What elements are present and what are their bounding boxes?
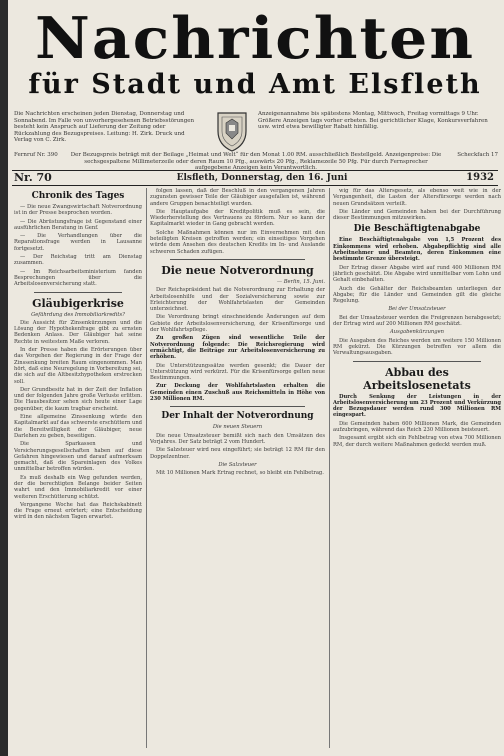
article-paragraph: Eine Beschäftigtenabgabe von 1,5 Prozent des Einkommens wird erhoben. Abgabepflichtig sind alle Arbeitnehmer und Beamten, deren Einkommen eine bestimmte Grenze übersteigt. — [333, 237, 501, 263]
article-subheading: Bei der Umsatzsteuer — [388, 306, 446, 313]
article-paragraph: Die Hauptaufgabe der Kreditpolitik muß es sein, die Wiederherstellung des Vertrauens zu fördern. Nur so kann der Kapitalmarkt wieder in Gang gebracht werden. — [150, 208, 325, 228]
postbox: Scheckfach 17 — [457, 152, 498, 158]
divider — [34, 292, 122, 293]
article-paragraph: Auch die Gehälter der Reichsbeamten unterliegen der Abgabe; für die Länder und Gemeinden gilt die gleiche Regelung. — [333, 285, 501, 305]
dateline — [12, 170, 498, 186]
column-2 — [150, 188, 325, 748]
divider — [170, 259, 305, 260]
article-paragraph: Solche Maßnahmen können nur im Einvernehmen mit den beteiligten Kreisen getroffen werden; ein einseitiges Vorgehen würde dem Ansehen des deutschen Kredits im In- und Auslande schweren Schaden zufügen. — [150, 229, 325, 255]
article-paragraph: Bei der Umsatzsteuer werden die Freigrenzen herabgesetzt; der Ertrag wird auf 200 Millionen RM geschätzt. — [333, 314, 501, 328]
article-paragraph: Durch Senkung der Leistungen in der Arbeitslosenversicherung um 23 Prozent und Verkürzung der Bezugsdauer werden rund 300 Millionen RM eingespart. — [333, 393, 501, 419]
article-paragraph: Der Ertrag dieser Abgabe wird auf rund 400 Millionen RM jährlich geschätzt. Die Abgabe wird unmittelbar vom Lohn und Gehalt einbehalten. — [333, 264, 501, 284]
article-dateline: — Berlin, 15. Juni. — [276, 278, 325, 285]
column-1 — [14, 188, 142, 748]
article-paragraph: Zur Deckung der Wohlfahrtslasten erhalten die Gemeinden einen Zuschuß aus Reichsmitteln in Höhe von 230 Millionen RM. — [150, 383, 325, 403]
subscription-info — [14, 152, 498, 172]
article-paragraph: Eine allgemeine Zinssenkung würde den Kapitalmarkt auf das schwerste erschüttern und die Bereitwilligkeit der Gläubiger, neue Darlehen zu geben, beseitigen. — [14, 414, 142, 439]
info-row — [14, 111, 498, 151]
article-paragraph: Die Unterstützungssätze werden gesenkt; die Dauer der Unterstützung wird verkürzt. Für die Krisenfürsorge gelten neue Bestimmungen. — [150, 362, 325, 382]
article-paragraph: Die neue Umsatzsteuer bemißt sich nach den Umsätzen des Vorjahres. Der Satz beträgt 2 vom Hundert. — [150, 432, 325, 445]
article-paragraph: Der Grundbesitz hat in der Zeit der Inflation und der folgenden Jahre große Verluste erlitten. Die Hausbesitzer sehen sich heute einer Lage gegenüber, die kaum tragbar erscheint. — [14, 386, 142, 412]
issue-number: Nr. 70 — [14, 171, 52, 184]
chronicle-item: — Der Reichstag tritt am Dienstag zusammen. — [14, 254, 142, 267]
article-paragraph: Vergangene Woche hat das Reichskabinett die Frage erneut erörtert; eine Entscheidung wird in den nächsten Tagen erwartet. — [14, 501, 142, 521]
article-paragraph: Zu großen Zügen sind wesentliche Teile der Notverordnung folgende: Die Reichsregierung wird ermächtigt, die Beiträge zur Arbeitslosenversicherung zu erhöhen. — [150, 335, 325, 361]
article-paragraph: In der Presse haben die Erörterungen über das Vorgehen der Regierung in der Frage der Zinssenkung breiten Raum eingenommen. Man hört, daß eine Neuregelung in Vorbereitung sei, die sich auf die Altbesitzhypotheken erstrecken soll. — [14, 347, 142, 385]
article-heading: Abbau des Arbeitslosenetats — [363, 365, 471, 392]
article-paragraph: Die Verordnung bringt einschneidende Änderungen auf dem Gebiete der Arbeitslosenversicherung, der Krisenfürsorge und der Wohlfahrtspflege. — [150, 314, 325, 334]
chronicle-heading: Chronik des Tages — [31, 191, 125, 201]
article-heading: Die Beschäftigtenabgabe — [353, 224, 481, 235]
article-paragraph: Die Sparkassen und Versicherungsgesellschaften haben auf diese Gefahren hingewiesen und darauf aufmerksam gemacht, daß die Spareinlagen des Volkes unmittelbar betroffen würden. — [14, 441, 142, 473]
article-paragraph: Die Ausgaben des Reiches werden um weitere 150 Millionen RM gekürzt. Die Kürzungen betreffen vor allem die Verwaltungsausgaben. — [333, 337, 501, 357]
article-subheading: Die Salzsteuer — [218, 461, 257, 468]
column-3 — [333, 188, 501, 748]
masthead-title: Nachrichten — [35, 5, 475, 73]
advertising-info: Anzeigenannahme bis spätestens Montag, Mittwoch, Freitag vormittags 9 Uhr. Größere Anzeigen tags vorher erbeten. Bei gerichtlicher Klage, Konkursverfahren usw. wird etwa bewilligter Rabatt hinfällig. — [258, 111, 488, 131]
masthead-subtitle: für Stadt und Amt Elsfleth — [28, 69, 482, 100]
article-subheading: Gefährdung des Immobiliarkredits? — [31, 311, 125, 318]
divider — [353, 361, 481, 362]
publication-info: Die Nachrichten erscheinen jeden Dienstag, Donnerstag und Sonnabend. Im Falle von unvorhergesehenen Betriebsstörungen besteht kein Anspruch auf Lieferung der Zeitung oder Rückzahlung des Bezugspreises. Leitung: H. Zirk. Druck und Verlag von C. Zirk. — [14, 111, 195, 144]
article-heading: Die neue Notverordnung — [161, 263, 314, 277]
article-heading: Gläubigerkrise — [32, 296, 124, 310]
column-rule — [329, 188, 330, 748]
article-paragraph: Die Aussicht für Zinsenkürzungen und die Lösung der Hypothekenfrage gibt zu ernsten Bedenken Anlass. Der Gläubiger hat seine Rechte in weitestem Maße verloren. — [14, 319, 142, 345]
coat-of-arms-icon — [214, 109, 250, 153]
article-paragraph: Die Gemeinden haben 600 Millionen Mark, die Gemeinden aufzubringen, während das Reich 230 Millionen beisteuert. — [333, 420, 501, 434]
masthead — [12, 5, 498, 108]
article-paragraph: folgen lassen, daß der Beschluß in den vergangenen Jahren zugunsten gewisser Teile der Gläubiger ausgefallen ist, während andere Gruppen benachteiligt wurden. — [150, 188, 325, 207]
article-paragraph: Der Reichspräsident hat die Notverordnung zur Erhaltung der Arbeitslosenhilfe und der Sozialversicherung sowie zur Erleichterung der Wohlfahrtslasten der Gemeinden unterzeichnet. — [150, 287, 325, 313]
article-paragraph: Die Salzsteuer wird neu eingeführt; sie beträgt 12 RM für den Doppelzentner. — [150, 447, 325, 460]
article-paragraph: Insgesamt ergibt sich ein Fehlbetrag von etwa 700 Millionen RM, der durch weitere Maßnahmen gedeckt werden muß. — [333, 435, 501, 448]
article-paragraph: wig für das Altersgesetz, als ebenso weit wie in der Vergangenheit, die Lasten der Altersfürsorge werden nach neuen Grundsätzen verteilt. — [333, 188, 501, 207]
column-rule — [146, 188, 147, 748]
article-subheading: Ausgabenkürzungen — [389, 329, 444, 336]
chronicle-item: — Die Abrüstungsfrage ist Gegenstand einer ausführlichen Beratung in Genf. — [14, 218, 142, 231]
issue-date: Elsfleth, Donnerstag, den 16. Juni — [176, 173, 348, 183]
chronicle-item: — Die Verhandlungen über die Reparationsfrage werden in Lausanne fortgesetzt. — [14, 233, 142, 252]
article-paragraph: Die Länder und Gemeinden haben bei der Durchführung dieser Bestimmungen mitzuwirken. — [333, 208, 501, 222]
divider — [170, 406, 305, 407]
article-paragraph: Es muß deshalb ein Weg gefunden werden, der die berechtigten Belange beider Seiten wahrt und den Immobiliarkredit vor einer weiteren Erschütterung schützt. — [14, 474, 142, 500]
subscription-text: Der Bezugspreis beträgt mit der Beilage „Heimat und Welt“ für den Monat 1.00 RM. ausschließlich Bestellgeld. Anzeigenpreise: Die sechsgespaltene Millimeterzeile oder deren Raum 10 Pfg., auswärts 20 Pfg., Reklamezeile 50 Pfg. Für durch Fernsprecher aufgegebene Anzeigen kein Verantwortlich. — [70, 152, 442, 172]
chronicle-item: — Die neue Zwangswirtschaft Notverordnung ist in der Presse besprochen worden. — [14, 204, 142, 217]
article-heading: Der Inhalt der Notverordnung — [161, 411, 314, 422]
issue-year: 1932 — [466, 172, 494, 183]
page-binding — [0, 0, 8, 756]
article-paragraph: Mit 10 Millionen Mark Ertrag rechnet, so bleibt ein Fehlbetrag. — [156, 470, 324, 477]
article-subheading: Die neuen Steuern — [212, 424, 263, 431]
phone-number: Fernruf Nr. 390 — [14, 152, 58, 158]
chronicle-item: — Im Reichsarbeitsministerium fanden Besprechungen über die Arbeitslosenversicherung statt. — [14, 268, 142, 288]
